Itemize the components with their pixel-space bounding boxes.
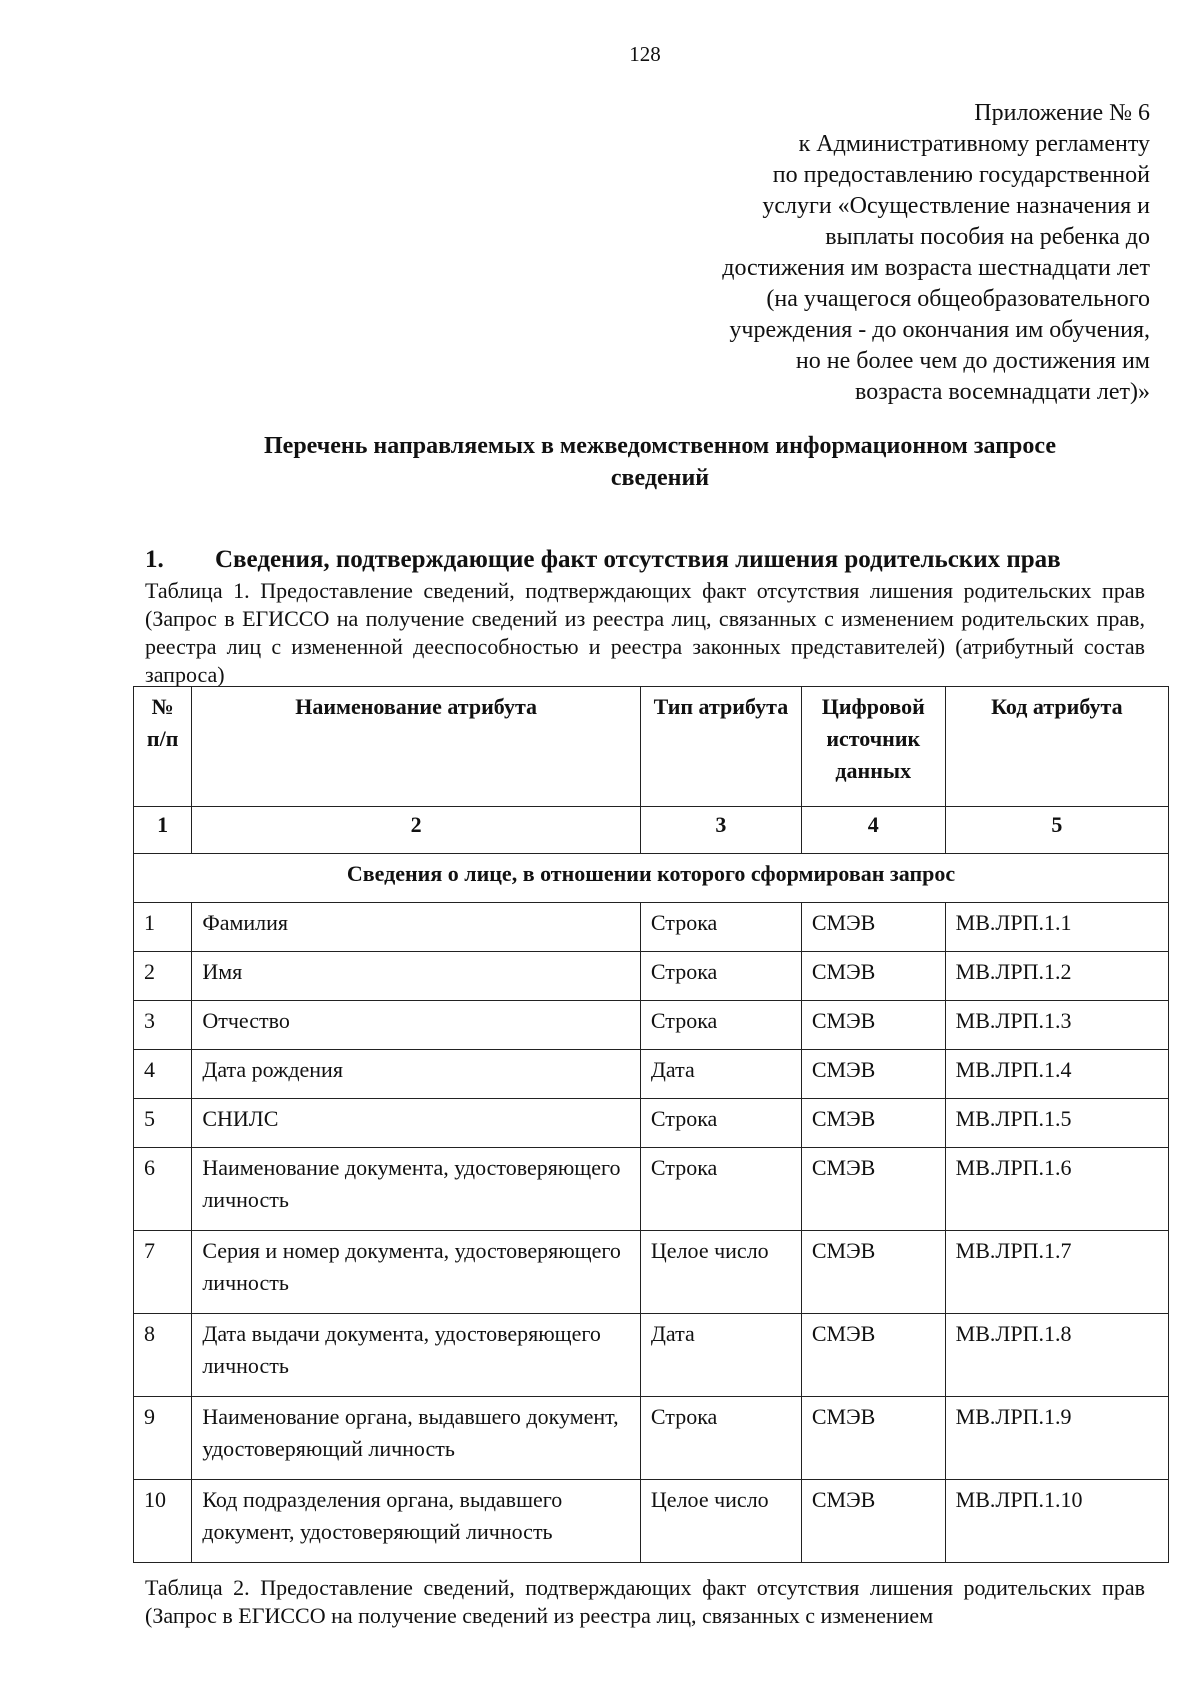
header-attribute-name: Наименование атрибута	[192, 687, 641, 807]
row-num: 3	[134, 1001, 192, 1050]
section-heading	[145, 546, 1145, 574]
group-title: Сведения о лице, в отношении которого сформирован запрос	[134, 854, 1169, 903]
row-type: Строка	[640, 1397, 801, 1480]
row-source: СМЭВ	[801, 1314, 945, 1397]
table-header-row	[134, 687, 1169, 807]
table-row	[134, 1050, 1169, 1099]
row-code: МВ.ЛРП.1.8	[945, 1314, 1168, 1397]
table-row	[134, 1001, 1169, 1050]
annex-line: Приложение № 6	[974, 100, 1150, 126]
annex-line: возраста восемнадцати лет)»	[855, 379, 1150, 405]
row-source: СМЭВ	[801, 1148, 945, 1231]
title-line: сведений	[610, 465, 710, 491]
row-source: СМЭВ	[801, 1001, 945, 1050]
header-attribute-code: Код атрибута	[945, 687, 1168, 807]
row-code: МВ.ЛРП.1.9	[945, 1397, 1168, 1480]
row-num: 5	[134, 1099, 192, 1148]
annex-header	[530, 98, 1150, 408]
table-row	[134, 1397, 1169, 1480]
annex-line: (на учащегося общеобразовательного	[766, 286, 1150, 312]
row-type: Строка	[640, 1148, 801, 1231]
header-attribute-type: Тип атрибута	[640, 687, 801, 807]
row-name: Серия и номер документа, удостоверяющего личность	[192, 1231, 641, 1314]
row-type: Строка	[640, 1099, 801, 1148]
row-code: МВ.ЛРП.1.6	[945, 1148, 1168, 1231]
row-name: Наименование документа, удостоверяющего личность	[192, 1148, 641, 1231]
row-type: Дата	[640, 1314, 801, 1397]
row-name: Дата выдачи документа, удостоверяющего личность	[192, 1314, 641, 1397]
row-source: СМЭВ	[801, 1099, 945, 1148]
row-type: Строка	[640, 1001, 801, 1050]
row-num: 7	[134, 1231, 192, 1314]
annex-line: к Административному регламенту	[798, 131, 1150, 157]
row-name: Дата рождения	[192, 1050, 641, 1099]
table-1-caption: Таблица 1. Предоставление сведений, подтверждающих факт отсутствия лишения родительских прав (Запрос в ЕГИССО на получение сведений из реестра лиц, связанных с изменением родительских прав, реестра лиц с измененной дееспособностью и реестра законных представителей) (атрибутный состав запроса)	[145, 578, 1145, 687]
row-name: Код подразделения органа, выдавшего документ, удостоверяющий личность	[192, 1480, 641, 1563]
row-code: МВ.ЛРП.1.7	[945, 1231, 1168, 1314]
annex-line: учреждения - до окончания им обучения,	[729, 317, 1150, 343]
annex-line: услуги «Осуществление назначения и	[762, 193, 1150, 219]
table-row	[134, 1314, 1169, 1397]
attribute-table	[133, 686, 1169, 1563]
section-heading-text: Сведения, подтверждающие факт отсутствия лишения родительских прав	[215, 546, 1061, 573]
row-code: МВ.ЛРП.1.10	[945, 1480, 1168, 1563]
page-number: 128	[629, 42, 661, 66]
row-source: СМЭВ	[801, 1480, 945, 1563]
column-number: 3	[640, 807, 801, 854]
row-name: Наименование органа, выдавшего документ, удостоверяющий личность	[192, 1397, 641, 1480]
row-num: 4	[134, 1050, 192, 1099]
row-name: Фамилия	[192, 903, 641, 952]
row-code: МВ.ЛРП.1.4	[945, 1050, 1168, 1099]
row-type: Строка	[640, 952, 801, 1001]
row-source: СМЭВ	[801, 1397, 945, 1480]
table-row	[134, 903, 1169, 952]
header-num: № п/п	[134, 687, 192, 807]
column-number: 5	[945, 807, 1168, 854]
column-number: 1	[134, 807, 192, 854]
table-row	[134, 1480, 1169, 1563]
column-number-row	[134, 807, 1169, 854]
row-num: 1	[134, 903, 192, 952]
row-code: МВ.ЛРП.1.2	[945, 952, 1168, 1001]
row-type: Дата	[640, 1050, 801, 1099]
row-name: Отчество	[192, 1001, 641, 1050]
table-row	[134, 1231, 1169, 1314]
group-row	[134, 854, 1169, 903]
title-line: Перечень направляемых в межведомственном информационном запросе	[264, 433, 1056, 459]
row-type: Целое число	[640, 1480, 801, 1563]
row-code: МВ.ЛРП.1.3	[945, 1001, 1168, 1050]
section-number: 1.	[145, 546, 164, 573]
column-number: 2	[192, 807, 641, 854]
row-type: Целое число	[640, 1231, 801, 1314]
row-source: СМЭВ	[801, 1050, 945, 1099]
row-num: 10	[134, 1480, 192, 1563]
row-source: СМЭВ	[801, 903, 945, 952]
row-code: МВ.ЛРП.1.5	[945, 1099, 1168, 1148]
header-data-source: Цифровой источник данных	[801, 687, 945, 807]
row-type: Строка	[640, 903, 801, 952]
row-num: 9	[134, 1397, 192, 1480]
row-source: СМЭВ	[801, 1231, 945, 1314]
annex-line: по предоставлению государственной	[772, 162, 1150, 188]
table-row	[134, 952, 1169, 1001]
table-row	[134, 1099, 1169, 1148]
row-num: 6	[134, 1148, 192, 1231]
row-name: СНИЛС	[192, 1099, 641, 1148]
column-number: 4	[801, 807, 945, 854]
table-2-caption: Таблица 2. Предоставление сведений, подтверждающих факт отсутствия лишения родительских прав (Запрос в ЕГИССО на получение сведений из реестра лиц, связанных с изменением	[145, 1575, 1145, 1628]
annex-line: но не более чем до достижения им	[795, 348, 1150, 374]
row-name: Имя	[192, 952, 641, 1001]
document-title	[160, 430, 1160, 494]
table-row	[134, 1148, 1169, 1231]
annex-line: достижения им возраста шестнадцати лет	[722, 255, 1150, 281]
row-num: 8	[134, 1314, 192, 1397]
row-source: СМЭВ	[801, 952, 945, 1001]
row-code: МВ.ЛРП.1.1	[945, 903, 1168, 952]
row-num: 2	[134, 952, 192, 1001]
annex-line: выплаты пособия на ребенка до	[825, 224, 1150, 250]
